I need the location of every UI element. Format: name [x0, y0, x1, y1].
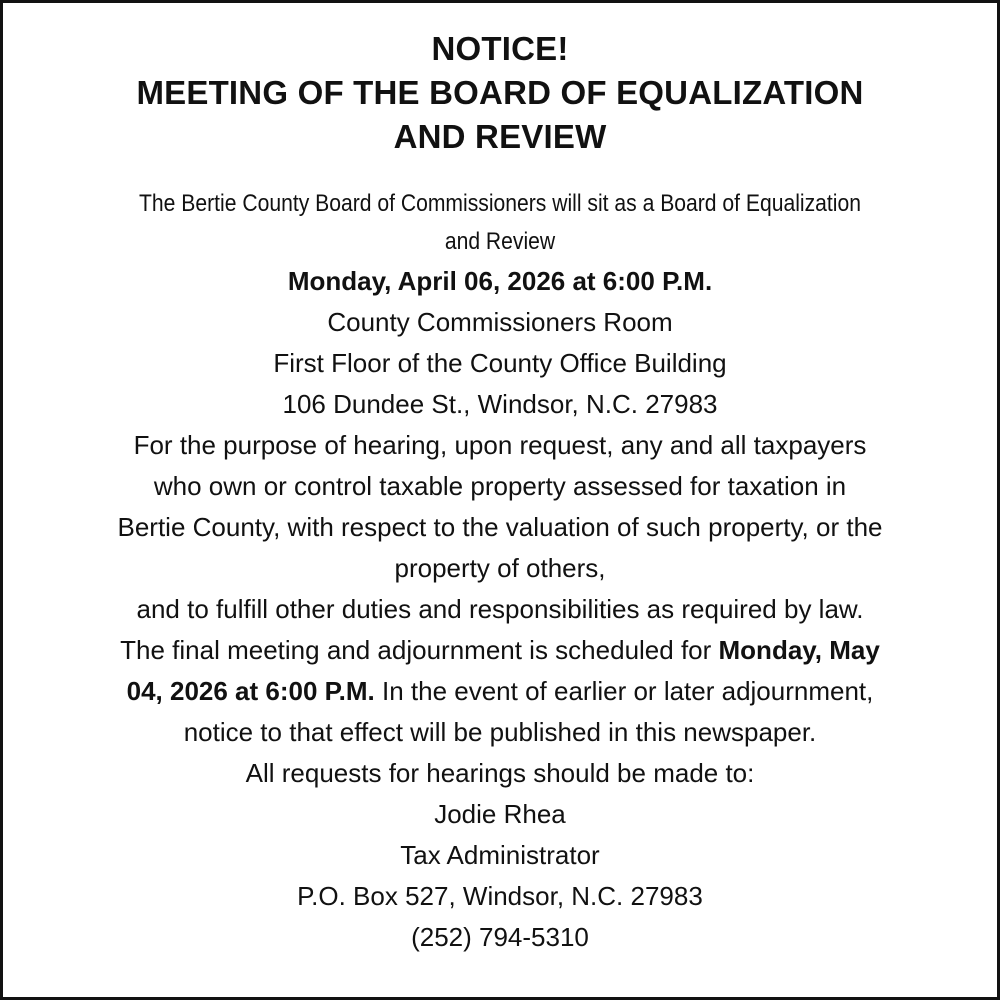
heading-notice: NOTICE!: [431, 30, 569, 67]
contact-po-box: P.O. Box 527, Windsor, N.C. 27983: [297, 881, 703, 911]
final-meeting-date-part-2: 04, 2026 at 6:00 P.M.: [126, 676, 375, 706]
contact-phone: (252) 794-5310: [411, 922, 589, 952]
intro-line-1: The Bertie County Board of Commissioners will sit as a Board of Equalization: [139, 190, 861, 217]
notice-heading: [3, 3, 997, 159]
meeting-floor: First Floor of the County Office Building: [273, 348, 727, 378]
final-meeting-line-3: notice to that effect will be published in this newspaper.: [183, 717, 817, 747]
heading-title: MEETING OF THE BOARD OF EQUALIZATION: [136, 74, 864, 111]
contact-title: Tax Administrator: [400, 840, 600, 870]
final-meeting-line-2: [17, 671, 983, 712]
purpose-paragraph: [17, 425, 983, 630]
purpose-line-4: property of others,: [394, 553, 606, 583]
final-meeting-prefix: The final meeting and adjournment is scheduled for: [120, 635, 719, 665]
purpose-line-2: who own or control taxable property assessed for taxation in: [153, 471, 847, 501]
meeting-datetime: Monday, April 06, 2026 at 6:00 P.M.: [287, 266, 713, 296]
heading-title-cont: AND REVIEW: [393, 118, 607, 155]
final-meeting-line-1: [17, 630, 983, 671]
final-meeting-date-part-1: Monday, May: [718, 635, 880, 665]
purpose-line-1: For the purpose of hearing, upon request, any and all taxpayers: [133, 430, 867, 460]
purpose-line-5: and to fulfill other duties and responsibilities as required by law.: [136, 594, 864, 624]
purpose-line-3: Bertie County, with respect to the valuation of such property, or the: [117, 512, 883, 542]
intro-line-2: and Review: [444, 228, 556, 255]
meeting-address: 106 Dundee St., Windsor, N.C. 27983: [282, 389, 718, 419]
contact-intro: All requests for hearings should be made to:: [245, 758, 755, 788]
final-meeting-paragraph: [17, 630, 983, 753]
intro-text: [40, 185, 960, 261]
contact-block: [17, 753, 983, 958]
final-meeting-suffix: In the event of earlier or later adjournment,: [374, 676, 874, 706]
meeting-room: County Commissioners Room: [327, 307, 673, 337]
notice-body: [3, 185, 997, 958]
contact-name: Jodie Rhea: [434, 799, 566, 829]
